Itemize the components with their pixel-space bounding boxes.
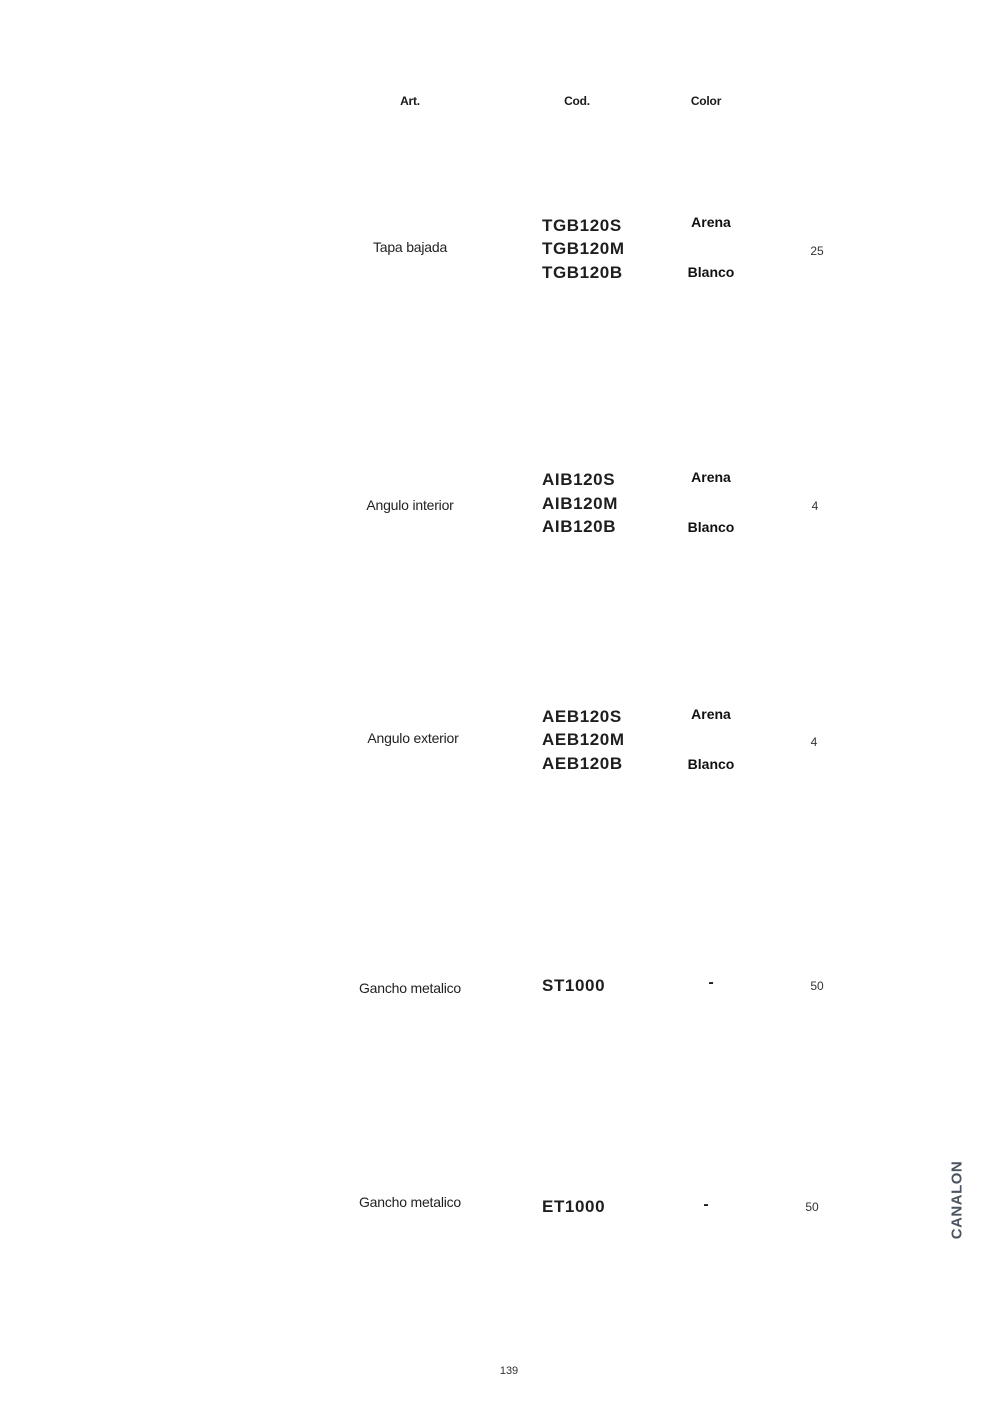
product-code: AIB120S bbox=[542, 470, 616, 489]
column-header-color: Color bbox=[690, 94, 722, 108]
product-code: TGB120S bbox=[542, 216, 622, 235]
page-number: 139 bbox=[499, 1365, 519, 1377]
color-option: Arena bbox=[691, 706, 731, 722]
product-code: ET1000 bbox=[542, 1197, 606, 1216]
article-name: Angulo interior bbox=[366, 497, 454, 513]
color-option: Arena bbox=[691, 214, 731, 230]
quantity: 50 bbox=[810, 979, 824, 993]
color-option: Blanco bbox=[687, 264, 735, 280]
color-option: - bbox=[703, 1196, 709, 1213]
product-code: AEB120S bbox=[542, 707, 622, 726]
article-name: Tapa bajada bbox=[372, 239, 448, 255]
product-code: AEB120B bbox=[542, 754, 623, 773]
product-code: TGB120M bbox=[542, 239, 625, 258]
color-option: - bbox=[708, 974, 714, 991]
article-name: Angulo exterior bbox=[367, 730, 459, 746]
column-header-cod: Cod. bbox=[564, 94, 590, 108]
product-code: TGB120B bbox=[542, 263, 623, 282]
quantity: 4 bbox=[810, 735, 818, 749]
color-option: Arena bbox=[691, 469, 731, 485]
quantity: 50 bbox=[805, 1200, 819, 1214]
article-name: Gancho metalico bbox=[358, 980, 462, 996]
article-name: Gancho metalico bbox=[358, 1194, 462, 1210]
color-option: Blanco bbox=[687, 756, 735, 772]
quantity: 4 bbox=[811, 499, 819, 513]
product-code: AIB120B bbox=[542, 517, 617, 536]
section-side-label: CANALON bbox=[948, 1160, 966, 1240]
quantity: 25 bbox=[810, 244, 824, 258]
column-header-art: Art. bbox=[400, 94, 420, 108]
color-option: Blanco bbox=[687, 519, 735, 535]
product-code: AEB120M bbox=[542, 730, 625, 749]
product-code: ST1000 bbox=[542, 976, 606, 995]
product-code: AIB120M bbox=[542, 494, 619, 513]
